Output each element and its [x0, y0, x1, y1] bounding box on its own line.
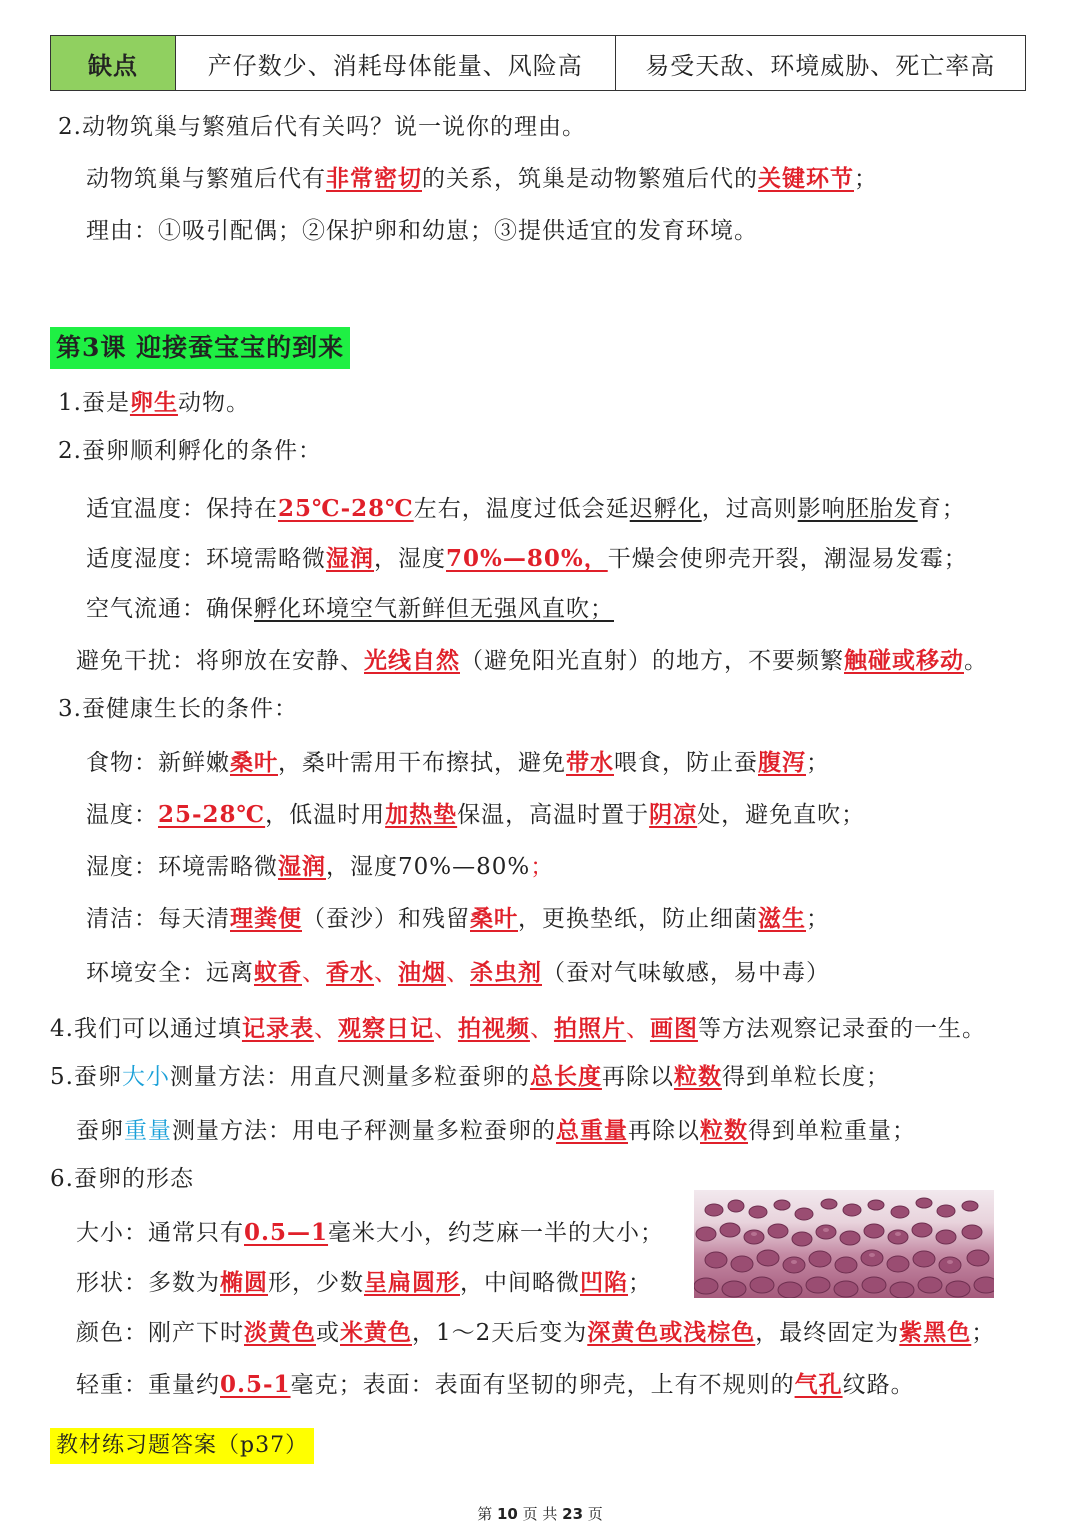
item-5-size: 5.蚕卵大小测量方法：用直尺测量多粒蚕卵的总长度再除以粒数得到单粒长度； — [50, 1063, 890, 1090]
key-term: 阴凉 — [649, 801, 698, 828]
lesson-title: 第3课 迎接蚕宝宝的到来 — [50, 327, 350, 369]
item-6-title: 6.蚕卵的形态 — [50, 1166, 194, 1192]
key-term: 总长度 — [529, 1063, 602, 1090]
growth-food: 食物：新鲜嫩桑叶，桑叶需用干布擦拭，避免带水喂食，防止蚕腹泻； — [86, 749, 830, 776]
key-term: 关键环节 — [758, 165, 854, 192]
reason-line: 理由：①吸引配偶；②保护卵和幼崽；③提供适宜的发育环境。 — [86, 218, 758, 244]
egg-size: 大小：通常只有0.5—1毫米大小，约芝麻一半的大小； — [76, 1219, 665, 1246]
key-term: 湿润 — [278, 853, 326, 880]
item-5-weight: 蚕卵重量测量方法：用电子秤测量多粒蚕卵的总重量再除以粒数得到单粒重量； — [76, 1117, 916, 1144]
key-term: 杀虫剂 — [470, 959, 542, 986]
growth-cleaning: 清洁：每天清理粪便（蚕沙）和残留桑叶，更换垫纸，防止细菌滋生； — [86, 905, 830, 932]
key-term: 油烟 — [398, 959, 446, 986]
growth-humidity: 湿度：环境需略微湿润，湿度70%—80%； — [86, 853, 555, 880]
page-number: 10 — [496, 1505, 518, 1523]
key-term: 画图 — [649, 1015, 698, 1042]
hatch-airflow: 空气流通：确保孵化环境空气新鲜但无强风直吹； — [86, 596, 614, 622]
key-term: 湿润 — [326, 545, 374, 572]
key-term: 0.5—1 — [244, 1219, 329, 1246]
key-term: 理粪便 — [230, 905, 302, 932]
key-term: 米黄色 — [340, 1319, 412, 1346]
key-term: 非常密切 — [326, 165, 422, 192]
key-term: 25℃-28℃ — [278, 495, 414, 522]
silkworm-eggs-photo — [694, 1190, 994, 1298]
item-3-title: 3.蚕健康生长的条件： — [58, 696, 298, 722]
egg-color: 颜色：刚产下时淡黄色或米黄色，1～2天后变为深黄色或浅棕色，最终固定为紫黑色； — [76, 1319, 996, 1346]
egg-weight-surface: 轻重：重量约0.5-1毫克；表面：表面有坚韧的卵壳，上有不规则的气孔纹路。 — [76, 1371, 915, 1398]
key-term: 淡黄色 — [244, 1319, 316, 1346]
key-term: 观察日记 — [337, 1015, 434, 1042]
item-2-title: 2.蚕卵顺利孵化的条件： — [58, 438, 322, 464]
practice-answers-label: 教材练习题答案（p37） — [50, 1428, 314, 1464]
growth-environment: 环境安全：远离蚊香、香水、油烟、杀虫剂（蚕对气味敏感，易中毒） — [86, 959, 830, 986]
key-term: 粒数 — [673, 1063, 722, 1090]
total-pages: 23 — [562, 1505, 584, 1523]
key-term: 紫黑色 — [899, 1319, 972, 1346]
key-term: 香水 — [326, 959, 374, 986]
key-term: 气孔 — [794, 1371, 843, 1398]
key-term: 桑叶 — [470, 905, 518, 932]
key-term: 25-28℃ — [158, 801, 266, 828]
comparison-table — [50, 35, 1026, 91]
key-term: 总重量 — [556, 1117, 628, 1144]
table-cell: 产仔数少、消耗母体能量、风险高 — [176, 36, 616, 91]
answer-2-line: 动物筑巢与繁殖后代有非常密切的关系，筑巢是动物繁殖后代的关键环节； — [86, 165, 878, 192]
page-footer: 第 10 页 共 23 页 — [477, 1505, 603, 1523]
row-header: 缺点 — [51, 36, 176, 91]
key-term: 拍照片 — [553, 1015, 626, 1042]
hatch-humidity: 适度湿度：环境需略微湿润，湿度70%—80%，干燥会使卵壳开裂，潮湿易发霉； — [86, 545, 968, 572]
hatch-temperature: 适宜温度：保持在25℃-28℃左右，温度过低会延迟孵化，过高则影响胚胎发育； — [86, 495, 966, 522]
key-term: 腹泻 — [758, 749, 806, 776]
key-term: 凹陷 — [580, 1269, 628, 1296]
item-1: 1.蚕是卵生动物。 — [58, 389, 250, 416]
growth-temperature: 温度：25-28℃，低温时用加热垫保温，高温时置于阴凉处，避免直吹； — [86, 801, 866, 828]
key-term: 加热垫 — [385, 801, 458, 828]
question-2: 2.动物筑巢与繁殖后代有关吗？说一说你的理由。 — [58, 114, 586, 140]
item-4: 4.我们可以通过填记录表、观察日记、拍视频、拍照片、画图等方法观察记录蚕的一生。 — [50, 1015, 986, 1042]
key-term: 光线自然 — [364, 647, 460, 674]
table-row — [51, 36, 1026, 91]
key-term: 拍视频 — [457, 1015, 530, 1042]
key-term: 卵生 — [129, 389, 178, 416]
key-term: 触碰或移动 — [844, 647, 964, 674]
key-term: 0.5-1 — [220, 1371, 291, 1398]
egg-shape: 形状：多数为椭圆形，少数呈扁圆形，中间略微凹陷； — [76, 1269, 652, 1296]
table-cell: 易受天敌、环境威胁、死亡率高 — [615, 36, 1025, 91]
key-term: 粒数 — [700, 1117, 748, 1144]
key-term: 滋生 — [758, 905, 806, 932]
key-term: 蚊香 — [254, 959, 302, 986]
key-term: 呈扁圆形 — [364, 1269, 460, 1296]
eggs-illustration — [694, 1190, 994, 1298]
key-term: 带水 — [566, 749, 614, 776]
key-term: 椭圆 — [220, 1269, 268, 1296]
hatch-avoid-disturbance: 避免干扰：将卵放在安静、光线自然（避免阳光直射）的地方，不要频繁触碰或移动。 — [76, 647, 988, 674]
key-term: 桑叶 — [230, 749, 278, 776]
key-term: 记录表 — [241, 1015, 314, 1042]
key-term: 深黄色或浅棕色 — [587, 1319, 756, 1346]
key-term: 70%—80%， — [446, 545, 608, 572]
